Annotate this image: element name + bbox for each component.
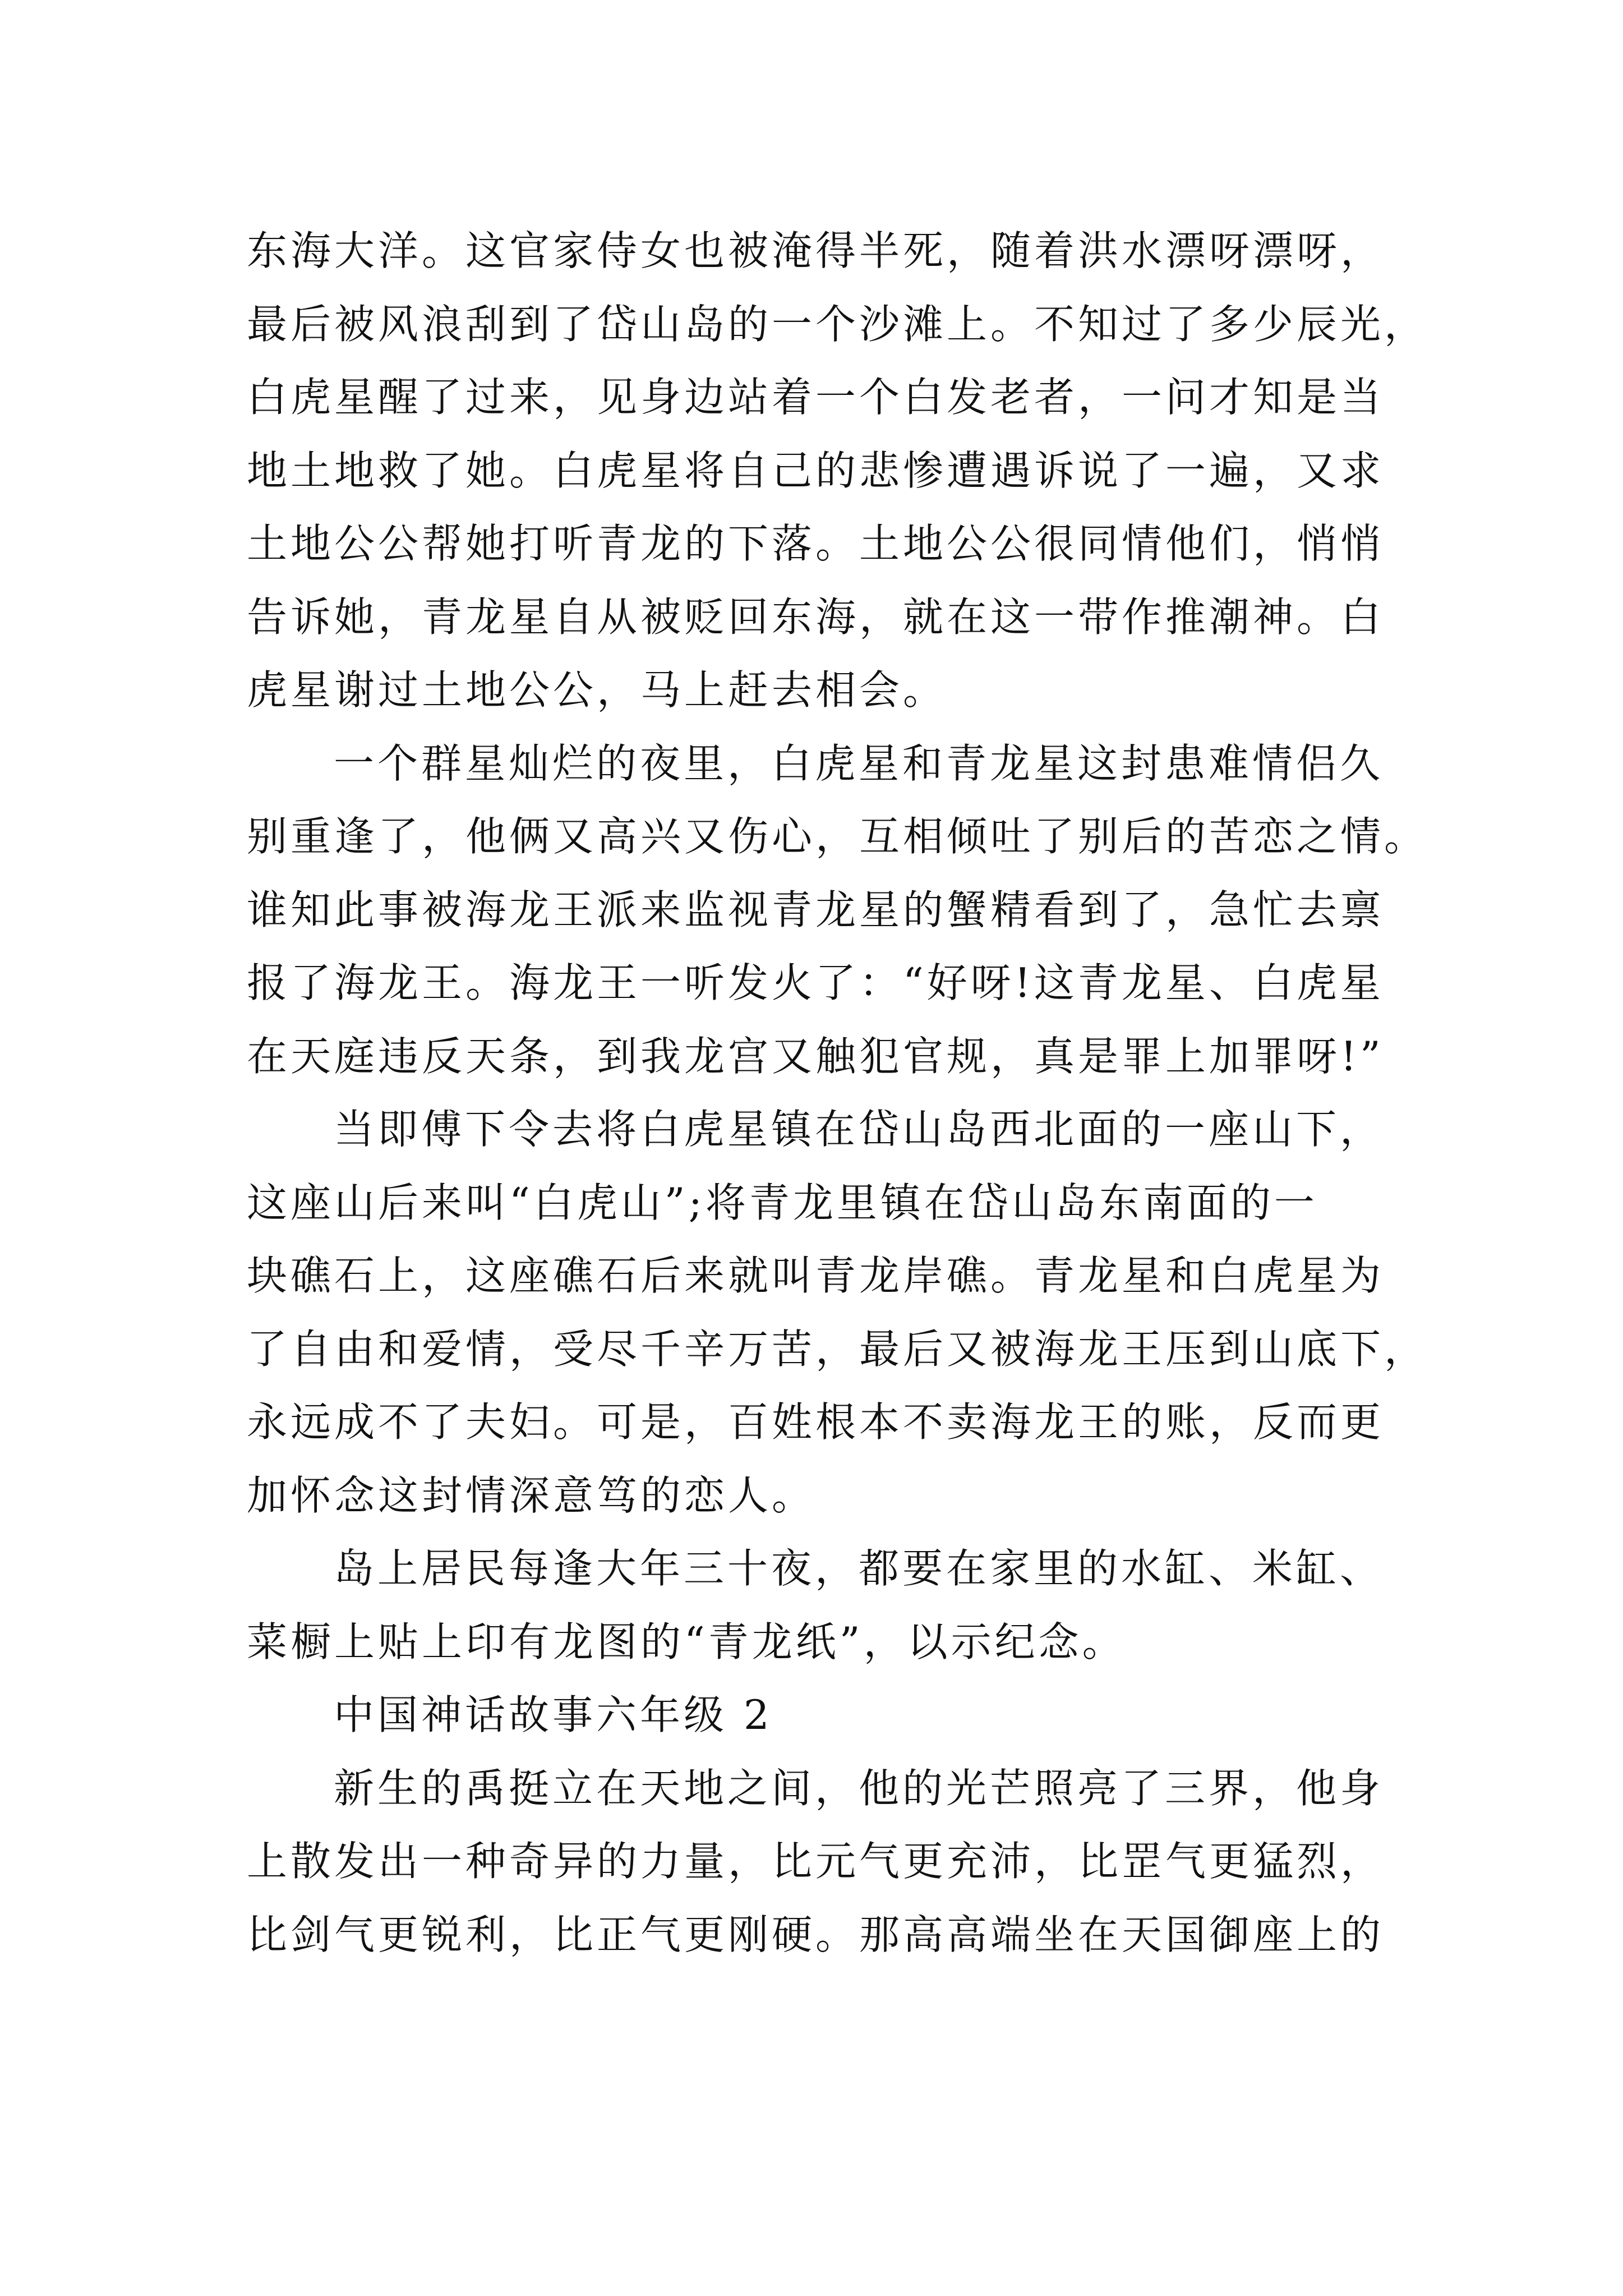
text-line: 最后被风浪刮到了岱山岛的一个沙滩上。不知过了多少辰光， (247, 300, 1428, 348)
text-line: 加怀念这封情深意笃的恋人。 (247, 1471, 816, 1519)
text-line: 土地公公帮她打听青龙的下落。土地公公很同情他们，悄悄 (247, 520, 1385, 567)
paragraph-first-line: 当即傅下令去将白虎星镇在岱山岛西北面的一座山下， (334, 1106, 1384, 1153)
text-line: 比剑气更锐利，比正气更刚硬。那高高端坐在天国御座上的 (247, 1911, 1385, 1958)
text-line: 了自由和爱情，受尽千辛万苦，最后又被海龙王压到山底下， (247, 1325, 1428, 1373)
text-line: 地土地救了她。白虎星将自己的悲惨遭遇诉说了一遍，又求 (247, 447, 1385, 494)
text-line: 虎星谢过土地公公，马上赶去相会。 (247, 666, 947, 714)
text-line: 报了海龙王。海龙王一听发火了：“好呀!这青龙星、白虎星 (247, 959, 1384, 1006)
paragraph-first-line: 新生的禹挺立在天地之间，他的光芒照亮了三界，他身 (334, 1764, 1384, 1812)
section-heading: 中国神话故事六年级 2 (334, 1691, 773, 1738)
text-line: 菜橱上贴上印有龙图的“青龙纸”，以示纪念。 (247, 1618, 1126, 1665)
text-line: 白虎星醒了过来，见身边站着一个白发老者，一问才知是当 (247, 374, 1385, 421)
text-line: 谁知此事被海龙王派来监视青龙星的蟹精看到了，急忙去禀 (247, 886, 1385, 933)
text-line: 东海大洋。这官家侍女也被淹得半死，随着洪水漂呀漂呀， (247, 227, 1385, 274)
text-line: 上散发出一种奇异的力量，比元气更充沛，比罡气更猛烈， (247, 1838, 1385, 1885)
text-line: 这座山后来叫“白虎山”;将青龙里镇在岱山岛东南面的一 (247, 1179, 1318, 1226)
document-body (247, 214, 1428, 1971)
text-line: 告诉她，青龙星自从被贬回东海，就在这一带作推潮神。白 (247, 593, 1385, 641)
paragraph-first-line: 一个群星灿烂的夜里，白虎星和青龙星这封患难情侣久 (334, 739, 1384, 787)
text-line: 别重逢了，他俩又高兴又伤心，互相倾吐了别后的苦恋之情。 (247, 813, 1428, 860)
paragraph-first-line: 岛上居民每逢大年三十夜，都要在家里的水缸、米缸、 (334, 1545, 1384, 1592)
text-line: 在天庭违反天条，到我龙宫又触犯官规，真是罪上加罪呀!” (247, 1032, 1384, 1080)
text-line: 块礁石上，这座礁石后来就叫青龙岸礁。青龙星和白虎星为 (247, 1252, 1385, 1299)
text-line: 永远成不了夫妇。可是，百姓根本不卖海龙王的账，反而更 (247, 1398, 1385, 1446)
